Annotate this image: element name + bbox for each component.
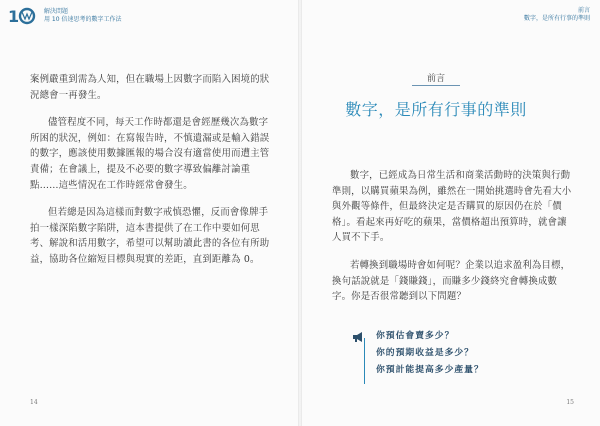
- right-paragraph-2: 若轉換到職場時會如何呢？企業以追求盈利為目標，換句話說就是「錢賺錢」，而賺多少錢終究會轉換成數字。你是否很常聽到以下問題？: [332, 259, 571, 303]
- chapter-title: 數字，是所有行事的準則: [345, 100, 527, 119]
- left-page: [0, 0, 298, 426]
- chapter-label: 前言: [426, 74, 445, 84]
- page-number-right: 15: [566, 399, 574, 406]
- header-section-label: 前言: [577, 7, 590, 14]
- header-book-title: 用 10 倍速思考的數字工作法: [44, 16, 122, 23]
- chapter-rule: [412, 85, 460, 86]
- question-list-bar: [364, 338, 365, 384]
- header-series-title: 解決問題: [44, 8, 69, 15]
- right-body-text: [332, 168, 576, 317]
- running-header-right: [524, 7, 590, 23]
- header-section-title: 數字，是所有行事的準則: [523, 15, 590, 22]
- right-paragraph-1: 數字，已經成為日常生活和商業活動時的決策與行動準則，以購買蘋果為例，雖然在一開始挑選時會先看大小與外觀等條件，但最終決定是否購買的原因仍在於「價格」。看起來再好吃的蘋果，當價格超出預算時，就會讓人買不下手。: [332, 170, 572, 244]
- left-paragraph-2: 儘管程度不同，每天工作時都還是會經歷幾次為數字所困的狀況，例如：在寫報告時，不慎遺漏或是輸入錯誤的數字，應該使用數據匯報的場合沒有適當使用而遭主管責備；在會議上，提及不必要的數字導致偏離討論重點……這些情況在工作時經常會發生。: [30, 117, 270, 191]
- left-paragraph-3: 但若總是因為這樣而對數字戒慎恐懼，反而會像牌手拍一樣深陷數字陷阱，這本書提供了在工作中要如何思考、解說和活用數字，希望可以幫助讀此書的各位有所助益，協助各位縮短目標與現實的差距，直到距離為 0。: [30, 207, 270, 265]
- question-item: 你預估會賣多少？: [376, 331, 455, 341]
- running-header-left: [8, 6, 121, 26]
- left-paragraph-1: 案例嚴重到需為人知，但在職場上因數字而陷入困境的狀況總會一再發生。: [30, 74, 270, 101]
- megaphone-icon: [352, 328, 364, 340]
- page-number-left: 14: [30, 399, 38, 406]
- question-item: 你的預期收益是多少？: [376, 348, 474, 358]
- series-logo-icon: [8, 6, 38, 26]
- left-body-text: [30, 72, 276, 280]
- right-page: [302, 0, 600, 426]
- svg-text:1: 1: [8, 7, 20, 26]
- question-item: 你預計能提高多少產量？: [376, 365, 484, 375]
